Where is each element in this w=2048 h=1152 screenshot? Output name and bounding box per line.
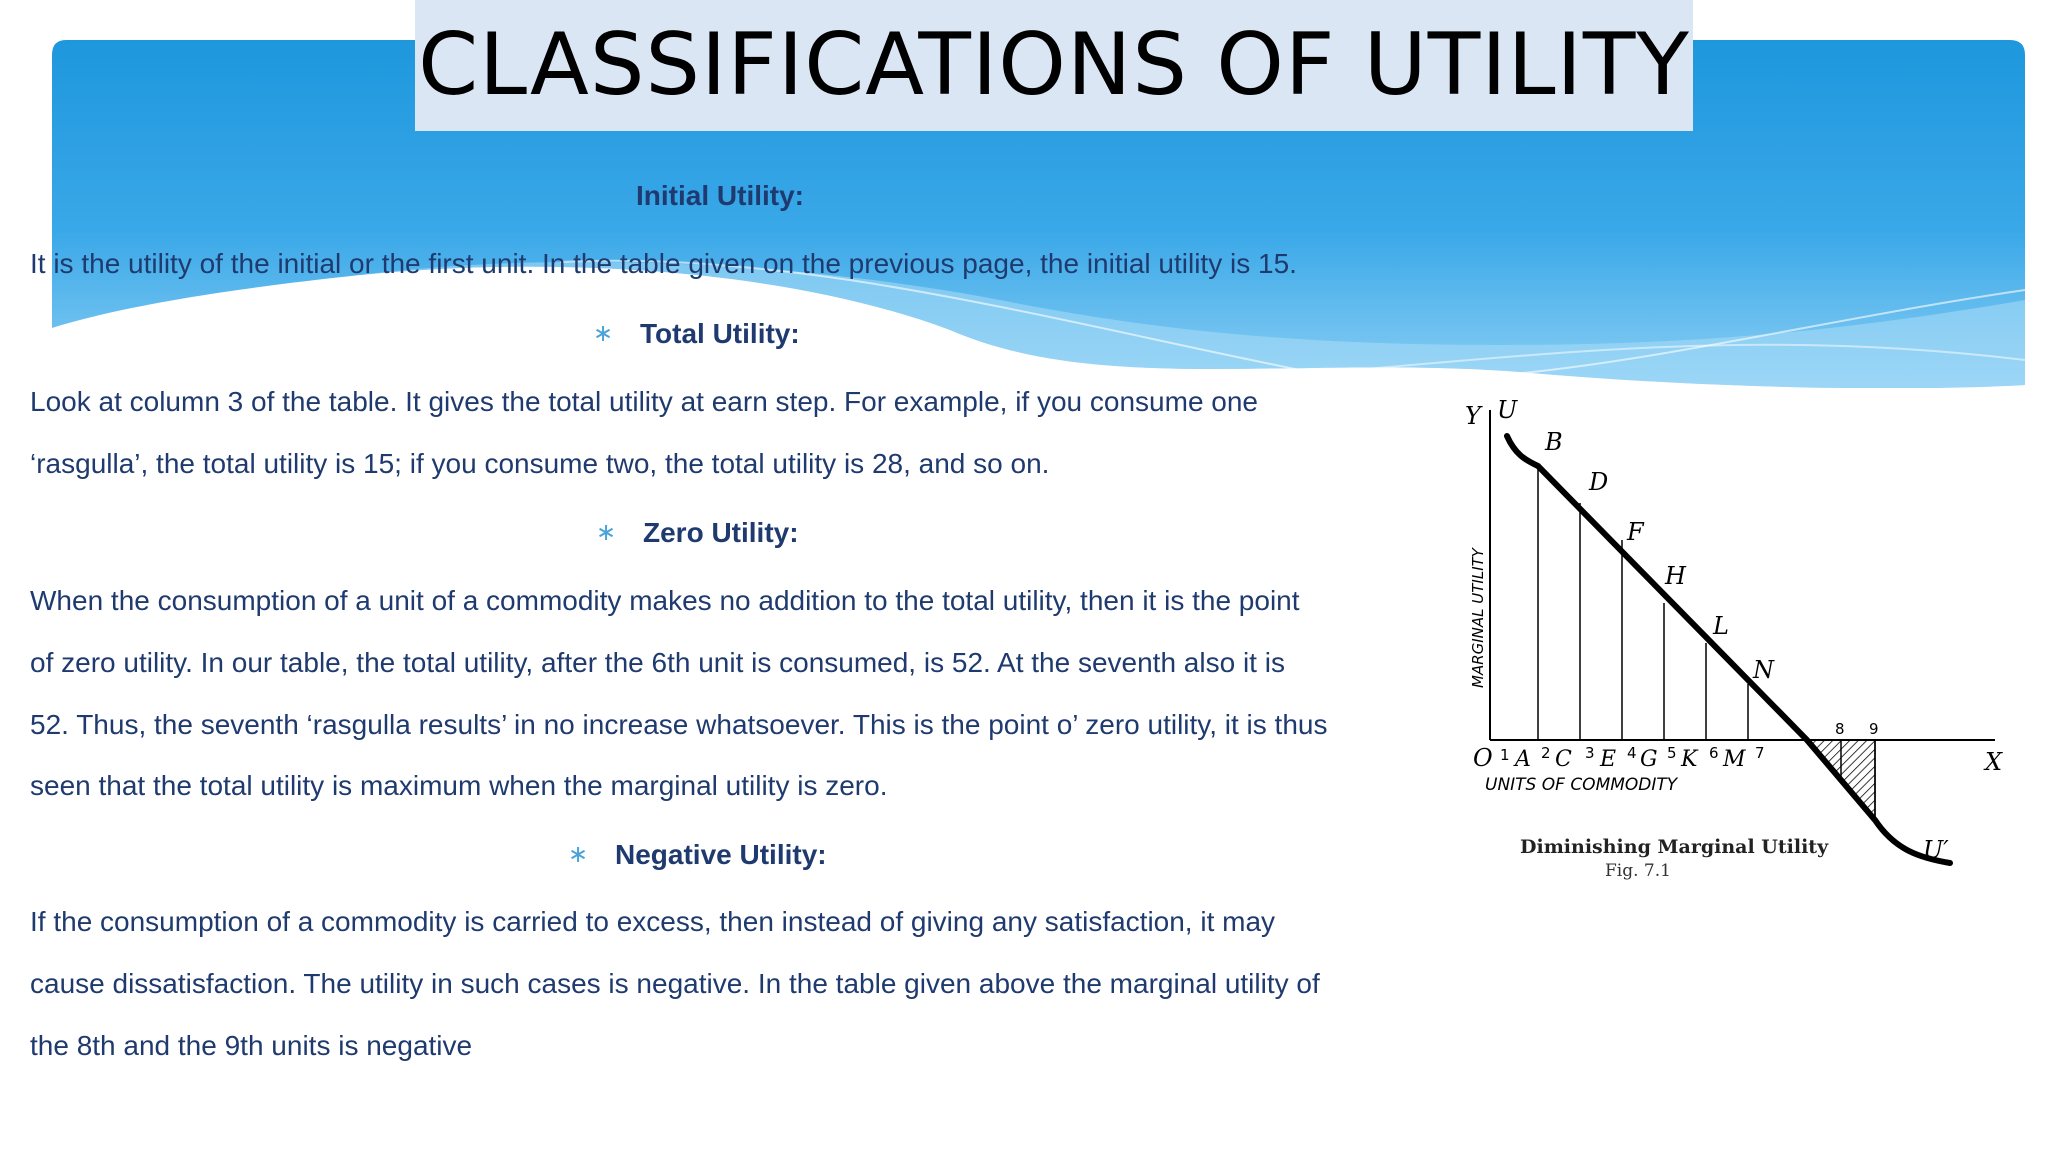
y-axis-letter: Y: [1465, 402, 1481, 430]
base-letter: K: [1681, 747, 1698, 772]
heading-total-utility: Total Utility:: [640, 318, 800, 349]
origin-label: O: [1473, 744, 1493, 772]
unit-number: 7: [1755, 744, 1765, 762]
curve-end-label: U′: [1923, 836, 1949, 864]
title-box: [415, 0, 1693, 131]
figure-caption: Diminishing Marginal Utility: [1520, 836, 1829, 858]
unit-number: 2: [1541, 744, 1551, 762]
zero-utility-line-1: When the consumption of a unit of a commodity makes no addition to the total utility, then it is the point: [30, 585, 1300, 616]
base-letter: E: [1600, 747, 1617, 772]
curve-point-label: N: [1753, 656, 1774, 684]
heading-zero-utility: Zero Utility:: [643, 517, 799, 548]
base-letter: A: [1515, 747, 1531, 772]
zero-utility-line-4: seen that the total utility is maximum when the marginal utility is zero.: [30, 770, 888, 801]
zero-utility-line-3: 52. Thus, the seventh ‘rasgulla results’ in no increase whatsoever. This is the point o’ zero utility, it is thus: [30, 709, 1328, 740]
x-axis-letter: X: [1985, 748, 2003, 776]
negative-utility-line-1: If the consumption of a commodity is carried to excess, then instead of giving any satisfaction, it may: [30, 906, 1276, 937]
negative-utility-line-3: the 8th and the 9th units is negative: [30, 1030, 473, 1061]
unit-number: 4: [1627, 744, 1637, 762]
zero-utility-line-2: of zero utility. In our table, the total utility, after the 6th unit is consumed, is 52. At the seventh also it is: [30, 647, 1285, 678]
initial-utility-line-1: It is the utility of the initial or the first unit. In the table given on the previous page, the initial utility is 15.: [30, 248, 1297, 279]
unit-number: 6: [1709, 744, 1719, 762]
unit-number: 5: [1667, 744, 1677, 762]
heading-initial-utility: Initial Utility:: [636, 180, 804, 211]
base-letter: M: [1723, 747, 1746, 772]
base-letter: C: [1555, 747, 1572, 772]
curve-point-label: L: [1713, 612, 1729, 640]
figure-number: Fig. 7.1: [1605, 861, 1671, 881]
unit-number: 1: [1500, 746, 1510, 764]
negative-utility-line-2: cause dissatisfaction. The utility in such cases is negative. In the table given above the marginal utility of: [30, 968, 1320, 999]
total-utility-line-1: Look at column 3 of the table. It gives the total utility at earn step. For example, if you consume one: [30, 386, 1259, 417]
total-utility-line-2: ‘rasgulla’, the total utility is 15; if you consume two, the total utility is 28, and so on.: [30, 448, 1050, 479]
unit-number: 3: [1585, 744, 1595, 762]
slide-title: CLASSIFICATIONS OF UTILITY: [418, 14, 1690, 115]
marginal-utility-diagram: [1455, 388, 2015, 908]
base-letter: G: [1640, 747, 1658, 772]
bullet-icon: ∗: [596, 519, 617, 546]
curve-point-label: F: [1627, 518, 1644, 546]
bullet-icon: ∗: [568, 841, 589, 868]
curve-start-label: U: [1497, 396, 1518, 424]
unit-number: 8: [1835, 720, 1845, 738]
unit-number: 9: [1869, 720, 1879, 738]
bullet-icon: ∗: [593, 320, 614, 347]
y-axis-label: MARGINAL UTILITY: [1469, 548, 1487, 688]
curve-point-label: D: [1589, 468, 1609, 496]
curve-point-label: H: [1665, 562, 1686, 590]
heading-negative-utility: Negative Utility:: [615, 839, 827, 870]
curve-point-label: B: [1545, 428, 1563, 456]
x-axis-label: UNITS OF COMMODITY: [1485, 775, 1678, 795]
